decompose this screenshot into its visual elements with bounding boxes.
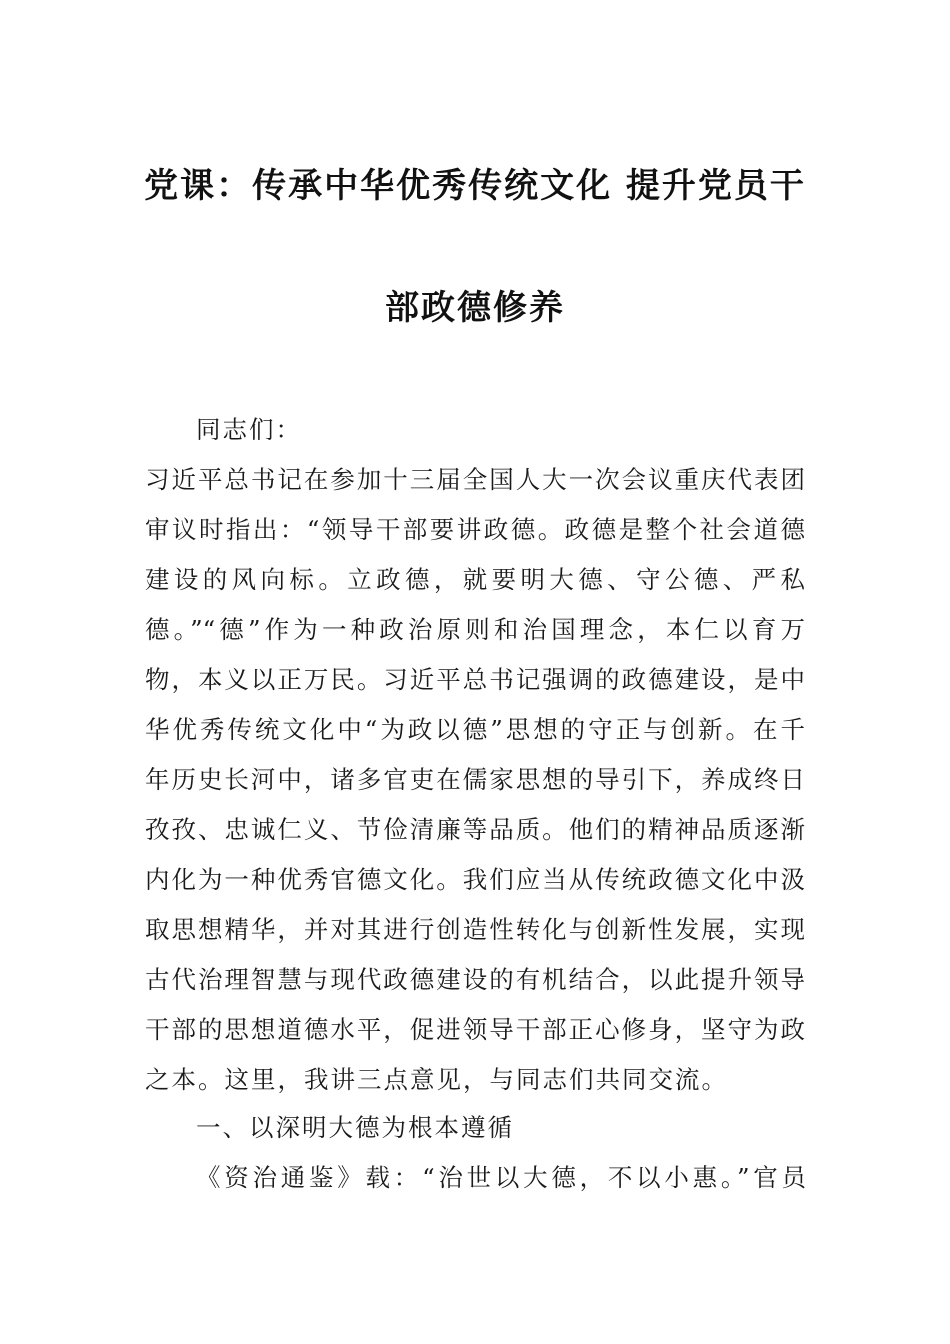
document-title-line-2: 部政德修养 [385, 288, 565, 328]
salutation: 同志们： [196, 415, 302, 444]
paragraph-line: 之本。这里，我讲三点意见，与同志们共同交流。 [145, 1065, 728, 1094]
section-heading: 一、以深明大德为根本遵循 [196, 1113, 514, 1142]
document-title-line-1: 党课：传承中华优秀传统文化 提升党员干 [144, 166, 806, 206]
paragraph-line: 取思想精华，并对其进行创造性转化与创新性发展，实现 [145, 915, 805, 944]
paragraph-line: 《资治通鉴》载：“治世以大德，不以小惠。”官员 [196, 1163, 806, 1192]
paragraph-line: 习近平总书记在参加十三届全国人大一次会议重庆代表团 [145, 465, 805, 494]
paragraph-line: 孜孜、忠诚仁义、节俭清廉等品质。他们的精神品质逐渐 [145, 815, 805, 844]
paragraph-line: 审议时指出：“领导干部要讲政德。政德是整个社会道德 [145, 515, 805, 544]
paragraph-line: 物，本义以正万民。习近平总书记强调的政德建设，是中 [145, 665, 805, 694]
paragraph-line: 建设的风向标。立政德，就要明大德、守公德、严私 [145, 565, 805, 594]
paragraph-line: 干部的思想道德水平，促进领导干部正心修身，坚守为政 [145, 1015, 805, 1044]
paragraph-line: 德。”“德”作为一种政治原则和治国理念，本仁以育万 [145, 615, 805, 644]
paragraph-line: 华优秀传统文化中“为政以德”思想的守正与创新。在千 [145, 715, 805, 744]
paragraph-line: 古代治理智慧与现代政德建设的有机结合，以此提升领导 [145, 965, 805, 994]
paragraph-line: 年历史长河中，诸多官吏在儒家思想的导引下，养成终日 [145, 765, 805, 794]
paragraph-line: 内化为一种优秀官德文化。我们应当从传统政德文化中汲 [145, 865, 805, 894]
